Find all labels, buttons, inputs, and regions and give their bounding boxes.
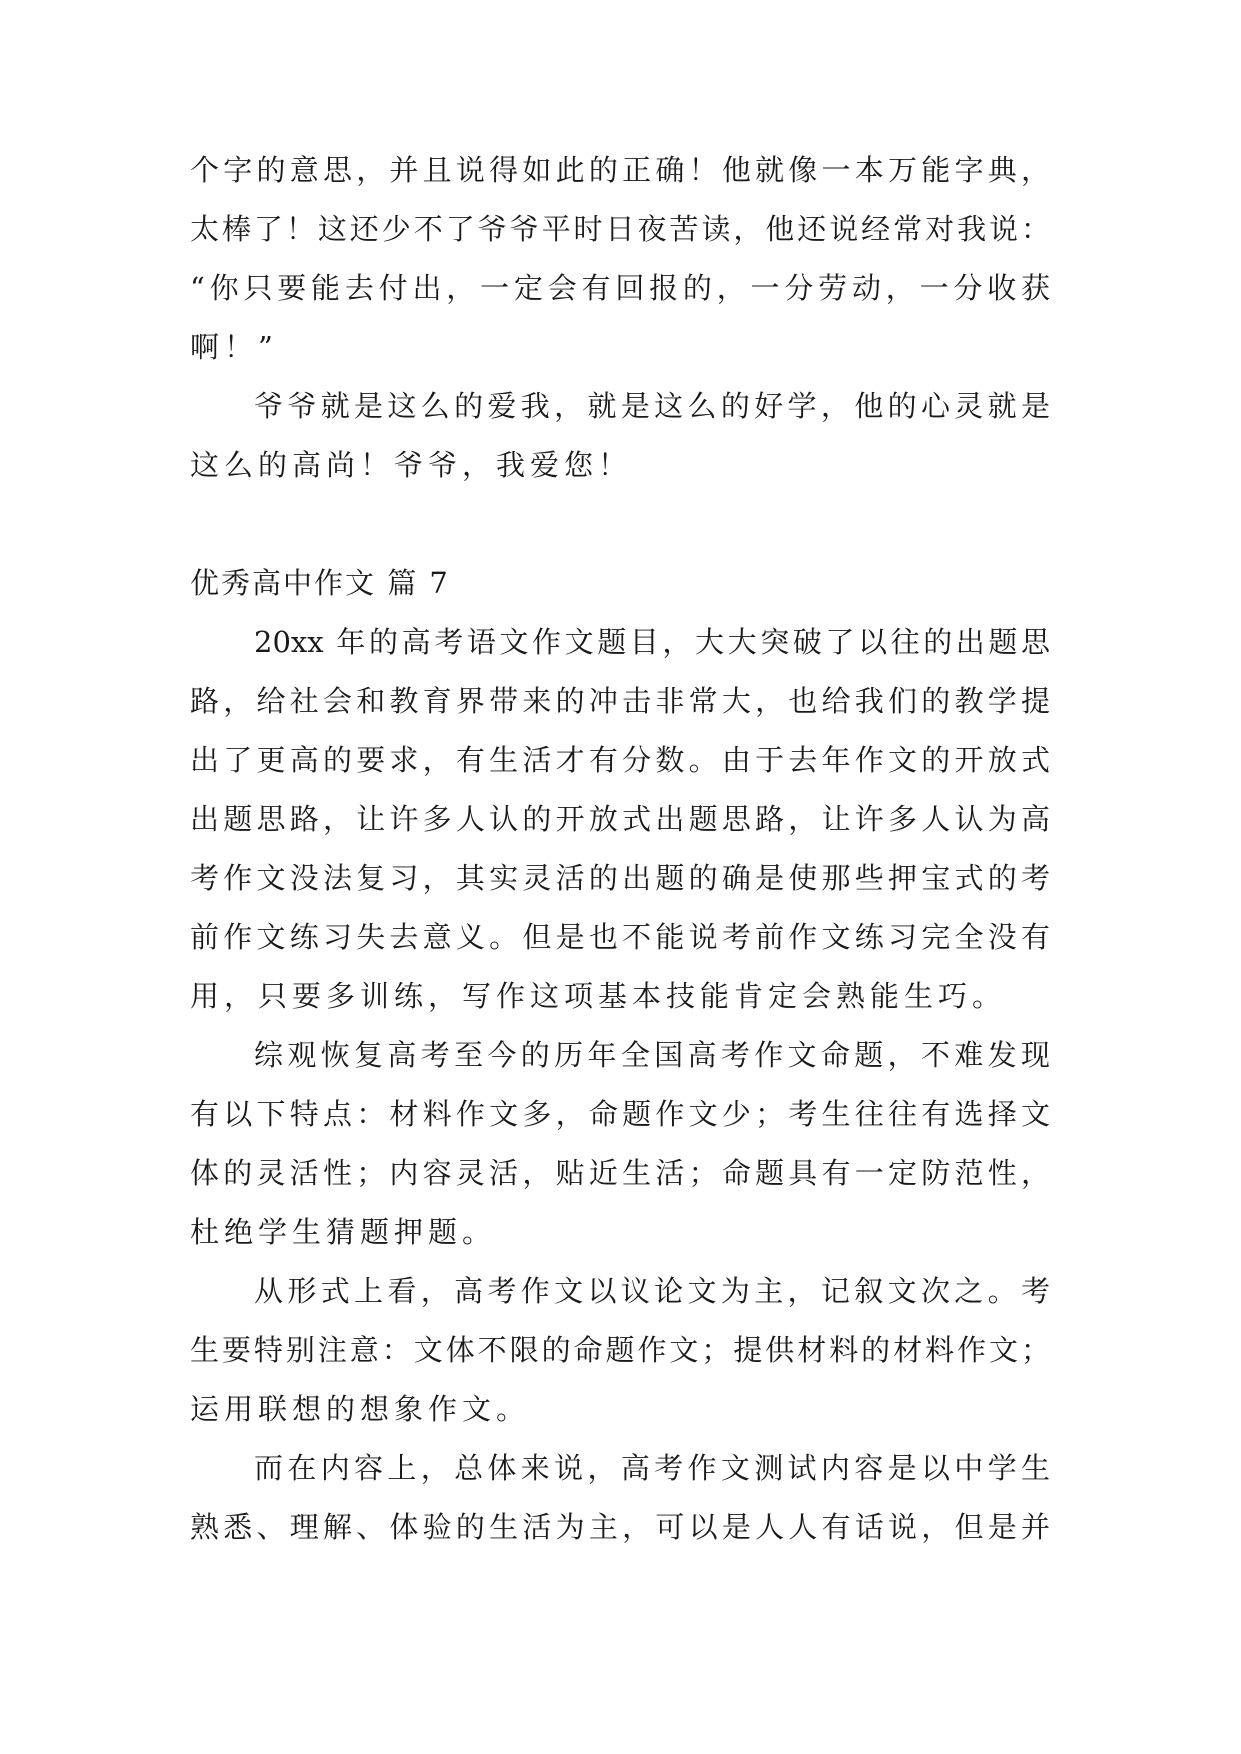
text-line: 啊！” [190, 330, 278, 364]
text-line: 生要特别注意：文体不限的命题作文；提供材料的材料作文； [190, 1333, 1050, 1367]
paragraph-first-line: 综观恢复高考至今的历年全国高考作文命题，不难发现 [254, 1038, 1050, 1072]
text-line: 这么的高尚！爷爷，我爱您！ [190, 448, 633, 482]
paragraph-first-line: 20xx 年的高考语文作文题目，大大突破了以往的出题思 [254, 625, 1050, 659]
text-line: 杜绝学生猜题押题。 [190, 1215, 497, 1249]
paragraph-first-line: 爷爷就是这么的爱我，就是这么的好学，他的心灵就是 [254, 389, 1050, 423]
paragraph-first-line: 从形式上看，高考作文以议论文为主，记叙文次之。考 [254, 1274, 1050, 1308]
text-line: 熟悉、理解、体验的生活为主，可以是人人有话说，但是并 [190, 1510, 1050, 1544]
text-line: 前作文练习失去意义。但是也不能说考前作文练习完全没有 [190, 920, 1050, 954]
text-line: 考作文没法复习，其实灵活的出题的确是使那些押宝式的考 [190, 861, 1050, 895]
paragraph-first-line: 而在内容上，总体来说，高考作文测试内容是以中学生 [254, 1451, 1050, 1485]
text-line: 路，给社会和教育界带来的冲击非常大，也给我们的教学提 [190, 684, 1050, 718]
text-line: 出了更高的要求，有生活才有分数。由于去年作文的开放式 [190, 743, 1050, 777]
text-line: 运用联想的想象作文。 [190, 1392, 531, 1426]
text-line: 出题思路，让许多人认的开放式出题思路，让许多人认为高 [190, 802, 1050, 836]
text-line: 有以下特点：材料作文多，命题作文少；考生往往有选择文 [190, 1097, 1050, 1131]
text-line: 太棒了！这还少不了爷爷平时日夜苦读，他还说经常对我说： [190, 212, 1050, 246]
text-line: 用，只要多训练，写作这项基本技能肯定会熟能生巧。 [190, 979, 1007, 1013]
text-line: 个字的意思，并且说得如此的正确！他就像一本万能字典， [190, 153, 1050, 187]
text-line: 体的灵活性；内容灵活，贴近生活；命题具有一定防范性， [190, 1156, 1050, 1190]
section-heading: 优秀高中作文 篇 7 [190, 566, 450, 600]
text-line: “你只要能去付出，一定会有回报的，一分劳动，一分收获 [190, 271, 1050, 305]
